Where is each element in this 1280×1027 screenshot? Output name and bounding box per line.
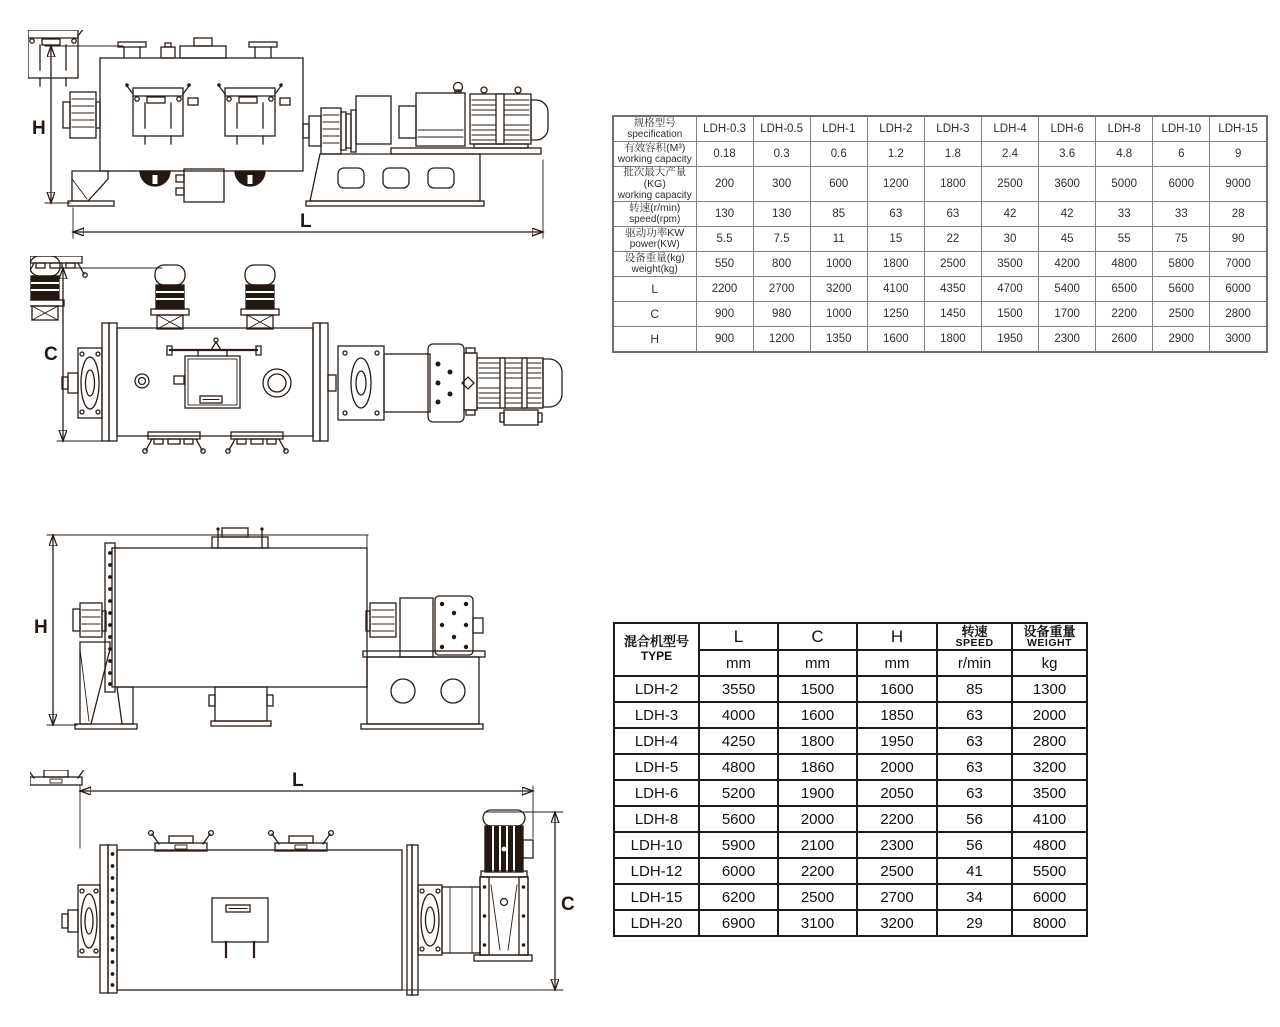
spec-value-cell: 3.6 (1039, 142, 1096, 167)
dim-value-cell: 2500 (778, 884, 857, 910)
spec-value-cell: 1000 (810, 252, 867, 277)
manhole-cover (30, 770, 88, 785)
spec-value-cell: 2900 (1153, 327, 1210, 353)
spec-row-label-en: speed(rpm) (629, 214, 681, 226)
dim-col-subtitle: SPEED (955, 636, 994, 649)
dim-value-cell: 34 (937, 884, 1012, 910)
spec-value-cell: 45 (1039, 227, 1096, 252)
spec-value-cell: 9 (1210, 142, 1267, 167)
spec-value-cell: 2500 (1153, 302, 1210, 327)
spec-value-cell: 2700 (753, 277, 810, 302)
spec-row-label-zh: H (650, 331, 660, 346)
spec-data-row (613, 142, 1267, 167)
spec-row-label-zh: 批次最大产量(KG) (623, 166, 687, 190)
dim-value-cell: 6200 (699, 884, 778, 910)
dim-value-cell: 1900 (778, 780, 857, 806)
spec-value-cell: 22 (924, 227, 981, 252)
spec-value-cell: 85 (810, 202, 867, 227)
spec-model-header: LDH-1 (810, 116, 867, 142)
dim-value-cell: 41 (937, 858, 1012, 884)
dim-value-cell: 2100 (778, 832, 857, 858)
dim-value-cell: 2300 (857, 832, 937, 858)
spec-value-cell: 800 (753, 252, 810, 277)
drive-assembly-top2 (407, 810, 533, 995)
dim-col-title: C (811, 627, 824, 646)
spec-value-cell: 1700 (1039, 302, 1096, 327)
drawing-top-view-with-motors (30, 256, 575, 471)
spec-value-cell: 42 (981, 202, 1038, 227)
dimension-h (34, 535, 368, 725)
spec-value-cell: 1250 (867, 302, 924, 327)
spec-value-cell: 130 (696, 202, 753, 227)
dim-value-cell: 1800 (778, 728, 857, 754)
spec-row-label (613, 277, 696, 302)
spec-value-cell: 1800 (924, 327, 981, 353)
spec-value-cell: 2800 (1210, 302, 1267, 327)
dim-data-row (614, 858, 1087, 884)
dim-value-cell: 6900 (699, 910, 778, 936)
spec-value-cell: 6000 (1210, 277, 1267, 302)
dim-col-title: H (890, 627, 904, 646)
left-bearing (62, 885, 100, 957)
spec-value-cell: 9000 (1210, 167, 1267, 202)
drive-motor-top (477, 358, 562, 425)
spec-row-label (613, 302, 696, 327)
dim-value-cell: 3550 (699, 676, 778, 702)
dim-data-row (614, 754, 1087, 780)
dim-label-c: C (561, 894, 575, 915)
dim-value-cell: 1950 (857, 728, 937, 754)
spec-value-cell: 5400 (1039, 277, 1096, 302)
spec-row-label-zh: 驱动功率KW (625, 226, 685, 239)
dim-value-cell: 2200 (857, 806, 937, 832)
spec-value-cell: 6500 (1096, 277, 1153, 302)
dim-value-cell: 2800 (1012, 728, 1087, 754)
dim-type-cell: LDH-6 (614, 780, 699, 806)
spec-value-cell: 7.5 (753, 227, 810, 252)
spec-value-cell: 90 (1210, 227, 1267, 252)
spec-value-cell: 1200 (867, 167, 924, 202)
dim-type-cell: LDH-10 (614, 832, 699, 858)
vertical-motor (30, 256, 64, 320)
spec-data-row (613, 167, 1267, 202)
dim-corner-zh: 混合机型号 (623, 634, 689, 650)
spec-model-header: LDH-15 (1210, 116, 1267, 142)
dim-data-row (614, 728, 1087, 754)
spec-value-cell: 980 (753, 302, 810, 327)
spec-row-label (613, 202, 696, 227)
spec-model-header: LDH-10 (1153, 116, 1210, 142)
spec-value-cell: 600 (810, 167, 867, 202)
dim-type-cell: LDH-12 (614, 858, 699, 884)
dim-type-cell: LDH-5 (614, 754, 699, 780)
spec-value-cell: 2300 (1039, 327, 1096, 353)
spec-header-row (613, 116, 1267, 142)
dim-value-cell: 1600 (857, 676, 937, 702)
dim-value-cell: 2500 (857, 858, 937, 884)
drive-motor (470, 87, 548, 148)
drawing-side-view-with-motors (28, 30, 608, 240)
spec-corner-zh: 规格型号 (633, 116, 676, 129)
spec-data-row (613, 277, 1267, 302)
spec-row-label (613, 142, 696, 167)
spec-value-cell: 200 (696, 167, 753, 202)
dim-corner-en: TYPE (640, 649, 673, 664)
spec-value-cell: 75 (1153, 227, 1210, 252)
dim-unit-cell: kg (1012, 650, 1087, 676)
spec-value-cell: 0.18 (696, 142, 753, 167)
spec-value-cell: 4100 (867, 277, 924, 302)
dim-value-cell: 85 (937, 676, 1012, 702)
drive-assembly-side (361, 596, 485, 729)
spec-row-label-zh: 设备重量(kg) (624, 251, 685, 264)
dim-label-c: C (44, 344, 58, 365)
spec-value-cell: 3500 (981, 252, 1038, 277)
spec-value-cell: 28 (1210, 202, 1267, 227)
spec-value-cell: 4350 (924, 277, 981, 302)
spec-value-cell: 2600 (1096, 327, 1153, 353)
spec-value-cell: 4.8 (1096, 142, 1153, 167)
dim-col-header (699, 623, 778, 650)
spec-value-cell: 1200 (753, 327, 810, 353)
spec-value-cell: 63 (924, 202, 981, 227)
spec-value-cell: 0.3 (753, 142, 810, 167)
dim-col-title: L (733, 627, 744, 646)
dim-col-title: 设备重量 (1023, 623, 1076, 639)
dim-value-cell: 63 (937, 702, 1012, 728)
spec-row-label-en: weight(kg) (631, 264, 678, 276)
dim-value-cell: 4000 (699, 702, 778, 728)
spec-value-cell: 63 (867, 202, 924, 227)
dim-value-cell: 3100 (778, 910, 857, 936)
dim-value-cell: 56 (937, 832, 1012, 858)
spec-value-cell: 1600 (867, 327, 924, 353)
spec-value-cell: 5600 (1153, 277, 1210, 302)
spec-value-cell: 130 (753, 202, 810, 227)
dim-value-cell: 4250 (699, 728, 778, 754)
dim-value-cell: 1860 (778, 754, 857, 780)
spec-value-cell: 2500 (981, 167, 1038, 202)
dim-value-cell: 3200 (1012, 754, 1087, 780)
spec-value-cell: 2200 (696, 277, 753, 302)
mixer-body (28, 30, 303, 171)
spec-data-row (613, 302, 1267, 327)
dim-value-cell: 1600 (778, 702, 857, 728)
dim-type-cell: LDH-8 (614, 806, 699, 832)
dim-data-row (614, 780, 1087, 806)
spec-table (612, 115, 1268, 353)
gearbox (474, 877, 532, 961)
spec-row-label (613, 167, 696, 202)
spec-value-cell: 4800 (1096, 252, 1153, 277)
spec-value-cell: 2200 (1096, 302, 1153, 327)
spec-model-header: LDH-3 (924, 116, 981, 142)
spec-row-label-zh: 转速(r/min) (629, 201, 681, 214)
dim-label-l: L (300, 211, 312, 232)
spec-value-cell: 900 (696, 302, 753, 327)
dim-col-header (937, 623, 1012, 650)
dim-value-cell: 3500 (1012, 780, 1087, 806)
dim-col-header (1012, 623, 1087, 650)
spec-row-label (613, 327, 696, 353)
dim-type-cell: LDH-2 (614, 676, 699, 702)
spec-value-cell: 3200 (810, 277, 867, 302)
dim-type-cell: LDH-20 (614, 910, 699, 936)
dim-value-cell: 56 (937, 806, 1012, 832)
spec-corner-cell (613, 116, 696, 142)
bottom-discharge (140, 169, 265, 202)
spec-value-cell: 4200 (1039, 252, 1096, 277)
dim-unit-cell: mm (699, 650, 778, 676)
spec-value-cell: 1.8 (924, 142, 981, 167)
spec-value-cell: 1800 (924, 167, 981, 202)
dim-type-cell: LDH-3 (614, 702, 699, 728)
spec-value-cell: 1950 (981, 327, 1038, 353)
left-bearing (62, 348, 102, 418)
dim-value-cell: 1850 (857, 702, 937, 728)
dim-value-cell: 2000 (1012, 702, 1087, 728)
spec-model-header: LDH-0.3 (696, 116, 753, 142)
spec-value-cell: 1.2 (867, 142, 924, 167)
dim-value-cell: 4800 (1012, 832, 1087, 858)
spec-value-cell: 42 (1039, 202, 1096, 227)
spec-value-cell: 30 (981, 227, 1038, 252)
dim-value-cell: 3200 (857, 910, 937, 936)
dim-value-cell: 5500 (1012, 858, 1087, 884)
drawing-top-view-plain (30, 770, 590, 1015)
dim-data-row (614, 806, 1087, 832)
drive-assembly (303, 83, 548, 207)
dim-value-cell: 63 (937, 780, 1012, 806)
dim-data-row (614, 910, 1087, 936)
spec-value-cell: 5000 (1096, 167, 1153, 202)
dim-col-header (857, 623, 937, 650)
dim-label-h: H (32, 118, 46, 139)
spec-value-cell: 1000 (810, 302, 867, 327)
spec-value-cell: 5800 (1153, 252, 1210, 277)
spec-value-cell: 5.5 (696, 227, 753, 252)
spec-value-cell: 900 (696, 327, 753, 353)
dim-data-row (614, 702, 1087, 728)
spec-value-cell: 1450 (924, 302, 981, 327)
spec-corner-en: specification (627, 129, 683, 141)
drive-assembly-top (313, 323, 562, 441)
left-gearbox-and-hopper (63, 92, 114, 206)
dim-value-cell: 4100 (1012, 806, 1087, 832)
dim-col-title: 转速 (961, 623, 988, 639)
spec-value-cell: 2.4 (981, 142, 1038, 167)
dim-value-cell: 2700 (857, 884, 937, 910)
spec-value-cell: 7000 (1210, 252, 1267, 277)
spec-value-cell: 0.6 (810, 142, 867, 167)
spec-model-header: LDH-2 (867, 116, 924, 142)
dim-value-cell: 6000 (1012, 884, 1087, 910)
dim-value-cell: 1300 (1012, 676, 1087, 702)
spec-row-label-zh: C (650, 306, 660, 321)
drawing-side-view-plain (25, 525, 570, 740)
dim-label-l: L (292, 770, 304, 791)
spec-row-label-en: working capacity (617, 154, 692, 166)
dim-value-cell: 2000 (857, 754, 937, 780)
dim-unit-cell: r/min (937, 650, 1012, 676)
spec-model-header: LDH-0.5 (753, 116, 810, 142)
spec-value-cell: 550 (696, 252, 753, 277)
dimension-c (44, 268, 162, 441)
mixer-body-top2 (100, 845, 402, 993)
spec-value-cell: 300 (753, 167, 810, 202)
dim-corner-cell (614, 623, 699, 676)
spec-model-header: LDH-4 (981, 116, 1038, 142)
dim-value-cell: 6000 (699, 858, 778, 884)
spec-row-label-zh: 有效容积(M³) (624, 141, 686, 154)
dim-value-cell: 63 (937, 728, 1012, 754)
spec-value-cell: 4700 (981, 277, 1038, 302)
spec-value-cell: 1500 (981, 302, 1038, 327)
spec-row-label-zh: L (651, 281, 659, 296)
spec-model-header: LDH-6 (1039, 116, 1096, 142)
spec-value-cell: 15 (867, 227, 924, 252)
dim-value-cell: 4800 (699, 754, 778, 780)
dim-col-header (778, 623, 857, 650)
dim-value-cell: 1500 (778, 676, 857, 702)
dim-col-subtitle: WEIGHT (1027, 636, 1072, 649)
dim-label-h: H (34, 617, 48, 638)
spec-value-cell: 55 (1096, 227, 1153, 252)
dim-data-row (614, 884, 1087, 910)
dim-value-cell: 5600 (699, 806, 778, 832)
dim-header-row-1 (614, 623, 1087, 650)
dim-value-cell: 8000 (1012, 910, 1087, 936)
dim-data-row (614, 832, 1087, 858)
dim-value-cell: 2200 (778, 858, 857, 884)
spec-value-cell: 6 (1153, 142, 1210, 167)
spec-row-label (613, 227, 696, 252)
mixer-body-top (102, 323, 313, 441)
mixer-body-side (105, 527, 367, 692)
spec-value-cell: 1800 (867, 252, 924, 277)
dim-value-cell: 2000 (778, 806, 857, 832)
spec-value-cell: 3600 (1039, 167, 1096, 202)
vertical-motor-2 (481, 810, 533, 877)
spec-data-row (613, 202, 1267, 227)
dim-unit-cell: mm (857, 650, 937, 676)
dim-value-cell: 5200 (699, 780, 778, 806)
dim-type-cell: LDH-4 (614, 728, 699, 754)
spec-data-row (613, 252, 1267, 277)
dim-value-cell: 63 (937, 754, 1012, 780)
dim-value-cell: 5900 (699, 832, 778, 858)
spec-value-cell: 33 (1153, 202, 1210, 227)
spec-value-cell: 3000 (1210, 327, 1267, 353)
dim-unit-cell: mm (778, 650, 857, 676)
spec-value-cell: 11 (810, 227, 867, 252)
spec-data-row (613, 327, 1267, 353)
spec-row-label (613, 252, 696, 277)
spec-row-label-en: power(KW) (629, 239, 680, 251)
dim-value-cell: 29 (937, 910, 1012, 936)
dim-type-cell: LDH-15 (614, 884, 699, 910)
spec-row-label-en: working capacity (617, 190, 692, 202)
spec-value-cell: 2500 (924, 252, 981, 277)
spec-value-cell: 33 (1096, 202, 1153, 227)
center-discharge-box (209, 687, 273, 726)
spec-value-cell: 6000 (1153, 167, 1210, 202)
dim-value-cell: 2050 (857, 780, 937, 806)
spec-model-header: LDH-8 (1096, 116, 1153, 142)
spec-data-row (613, 227, 1267, 252)
dimension-table (613, 622, 1088, 937)
dim-data-row (614, 676, 1087, 702)
spec-value-cell: 1350 (810, 327, 867, 353)
